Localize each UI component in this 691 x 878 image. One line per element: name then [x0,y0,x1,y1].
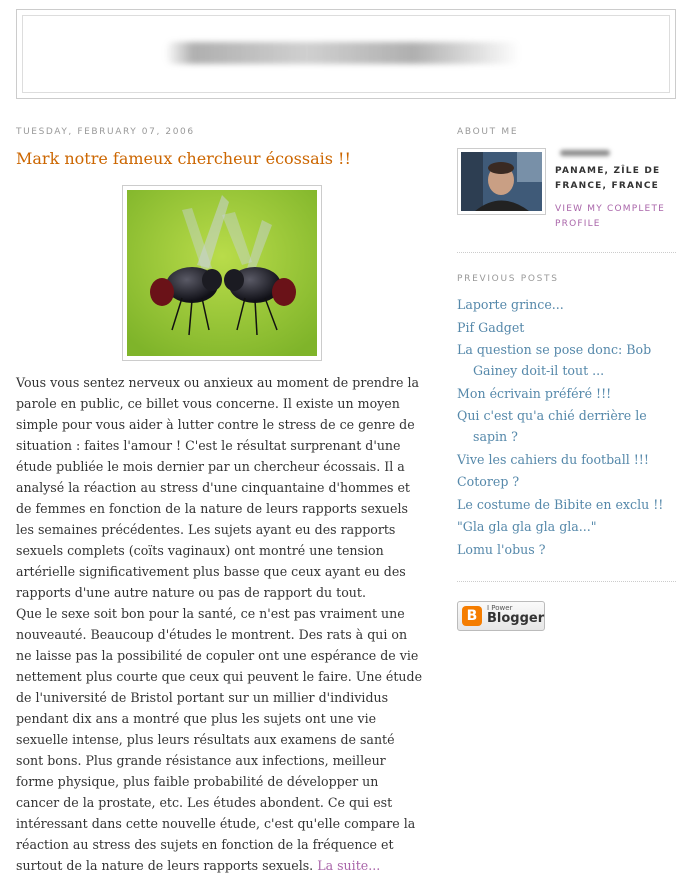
previous-post-item [457,516,682,537]
previous-post-item [457,539,682,560]
previous-post-link[interactable]: "Gla gla gla gla gla..." [457,519,597,534]
sidebar-divider [457,581,676,582]
previous-post-link[interactable]: Qui c'est qu'a chié derrière le sapin ? [457,408,647,444]
about-me-heading: ABOUT ME [457,127,519,137]
post-image-frame[interactable] [122,185,322,361]
post-title[interactable]: Mark notre fameux chercheur écossais !! [16,149,351,168]
blogger-logo-icon: B [462,606,482,626]
previous-post-item [457,317,682,338]
previous-post-link[interactable]: Le costume de Bibite en exclu !! [457,496,664,512]
previous-posts-heading: PREVIOUS POSTS [457,274,559,284]
previous-post-link[interactable]: Mon écrivain préféré !!! [457,385,612,401]
blurred-blog-title[interactable] [165,42,520,64]
previous-post-link[interactable]: La question se pose donc: Bob Gainey doit-il tout ... [457,342,652,378]
read-more-link[interactable]: La suite... [317,858,381,873]
profile-location: PANAME, ZÎLE DE FRANCE, FRANCE [555,166,661,191]
profile-photo[interactable] [457,148,546,215]
previous-post-link[interactable]: Vive les cahiers du football !!! [457,451,649,467]
previous-post-item [457,339,682,381]
previous-post-item [457,405,682,447]
post-paragraph [16,603,424,876]
previous-post-link[interactable]: Cotorep ? [457,474,520,489]
blog-header-inner [22,15,670,93]
powered-by-blogger-badge[interactable] [457,601,545,631]
previous-post-link[interactable]: Pif Gadget [457,319,525,335]
previous-post-link[interactable]: Laporte grince... [457,297,564,312]
previous-posts-list [457,294,682,561]
post-date: TUESDAY, FEBRUARY 07, 2006 [16,127,195,137]
view-profile-link[interactable]: VIEW MY COMPLETE PROFILE [555,204,666,229]
sidebar-divider [457,252,676,253]
previous-post-link[interactable]: Lomu l'obus ? [457,541,546,557]
blurred-profile-name [560,150,610,156]
badge-big-text: Blogger [487,611,545,626]
blog-header [16,9,676,99]
previous-post-item [457,294,682,315]
previous-post-item [457,449,682,470]
post-paragraph: Vous vous sentez nerveux ou anxieux au moment de prendre la parole en public, ce billet vous concerne. Il existe un moyen simple pour vous aider à lutter contre le stress de ce genre de situation : faites l'amour ! C'est le résultat surprenant d'une étude publiée le mois dernier par un chercheur écossais. Il a analysé la réaction au stress d'une cinquantaine d'hommes et de femmes en fonction de la nature de leurs rapports sexuels les semaines précédentes. Les sujets ayant eu des rapports sexuels complets (coïts vaginaux) ont montré une tension artérielle significativement plus basse que ceux ayant eu des rapports d'une autre nature ou pas de rapport du tout. [16,375,419,600]
flies-photo [127,190,317,356]
avatar [461,152,542,211]
post-paragraph-text: Que le sexe soit bon pour la santé, ce n'est pas vraiment une nouveauté. Beaucoup d'études le montrent. Des rats à qui on ne laisse pas la possibilité de copuler ont une espérance de vie nettement plus courte que ceux qui peuvent le faire. Une étude de l'université de Bristol portant sur un millier d'individus pendant dix ans a montré que plus les sujets ont une vie sexuelle intense, plus leurs résultats aux examens de santé sont bons. Plus grande résistance aux infections, meilleur forme physique, plus faible probabilité de développer un cancer de la prostate, etc. Les études abondent. Ce qui est intéressant dans cette nouvelle étude, c'est qu'elle compare la réaction au stress des sujets en fonction de la fréquence et surtout de la nature de leurs rapports sexuels. [16,606,423,873]
previous-post-item [457,471,682,492]
badge-small-text: I Power [487,604,513,612]
post-body [16,372,424,876]
previous-post-item [457,383,682,404]
previous-post-item [457,494,682,515]
